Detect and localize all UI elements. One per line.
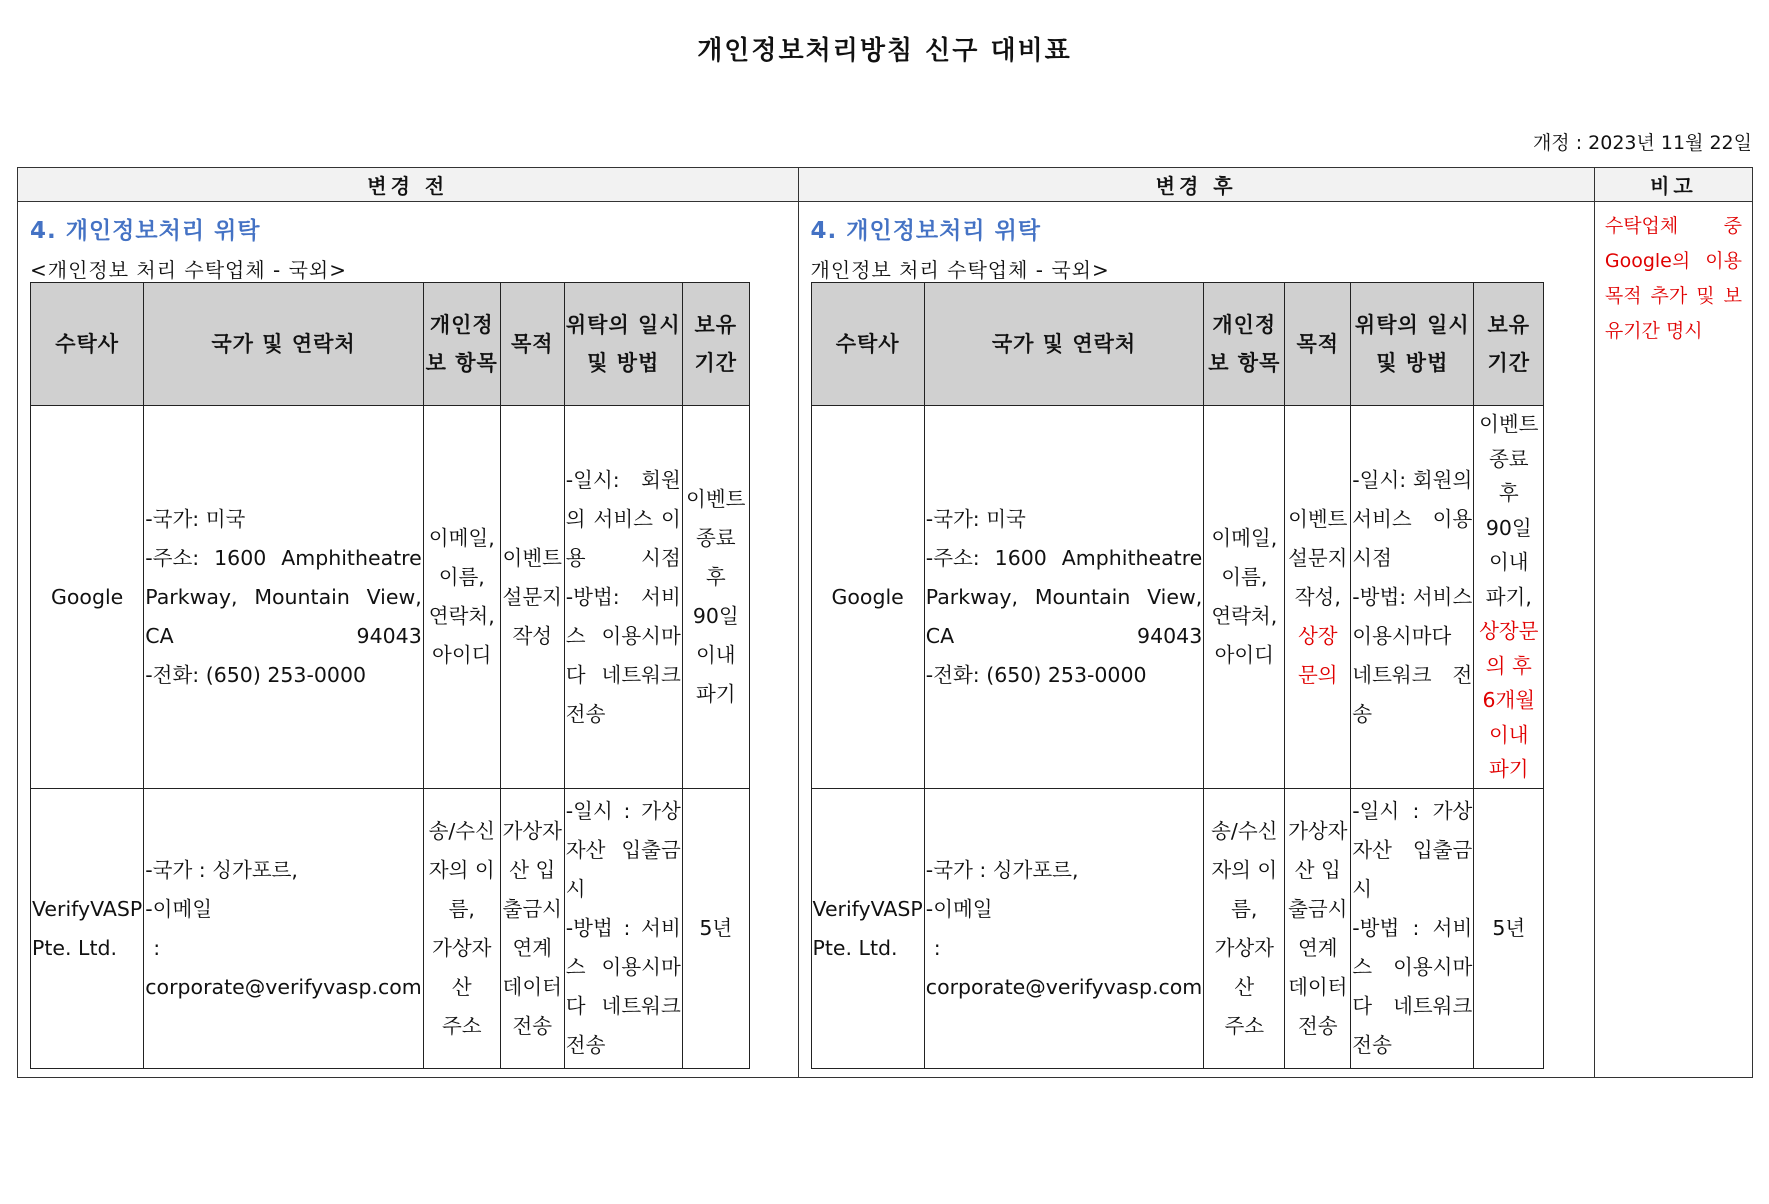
note-panel xyxy=(1594,202,1752,1078)
items-cell: 송/수신 자의 이 름, 가상자 산 주소 xyxy=(423,789,500,1069)
header-purpose: 목적 xyxy=(1285,283,1351,406)
added-retention-text: 이내 xyxy=(1488,722,1529,747)
method-cell: -일시 : 가상자산 입출금시 -방법 : 서비스 이용시마다 네트워크 전송 xyxy=(564,789,682,1069)
header-items: 개인정보 항목 xyxy=(423,283,500,406)
header-retention: 보유 기간 xyxy=(682,283,749,406)
table-row xyxy=(811,789,1544,1069)
section-subtitle: 개인정보 처리 수탁업체 - 국외> xyxy=(810,258,1110,282)
contact-cell: -국가: 미국 -주소: 1600 Amphitheatre Parkway, Mountain View, CA 94043 -전화: (650) 253-0000 xyxy=(144,406,423,789)
retention-cell: 이벤트 종료 후 90일 이내 파기 xyxy=(682,406,749,789)
added-retention-text: 6개월 xyxy=(1482,688,1536,713)
method-cell: -일시: 회원의 서비스 이용 시점 -방법: 서비스 이용시마다 네트워크 전송 xyxy=(1351,406,1474,789)
table-row xyxy=(811,406,1544,789)
entrustment-table-before xyxy=(30,282,750,1069)
items-cell: 이메일, 이름, 연락처, 아이디 xyxy=(423,406,500,789)
header-purpose: 목적 xyxy=(500,283,564,406)
added-retention-text: 의 후 xyxy=(1485,653,1532,678)
contact-cell: -국가: 미국 -주소: 1600 Amphitheatre Parkway, Mountain View, CA 94043 -전화: (650) 253-0000 xyxy=(924,406,1203,789)
purpose-cell: 가상자 산 입 출금시 연계 데이터 전송 xyxy=(500,789,564,1069)
before-panel xyxy=(18,202,799,1078)
added-retention-text: 파기 xyxy=(1488,757,1529,782)
section-subtitle: <개인정보 처리 수탁업체 - 국외> xyxy=(30,258,348,282)
retention-cell: 5년 xyxy=(1474,789,1544,1069)
note-column-header: 비고 xyxy=(1594,168,1752,202)
document-title: 개인정보처리방침 신구 대비표 xyxy=(697,36,1072,66)
company-cell: Google xyxy=(811,406,924,789)
company-cell: VerifyVASP Pte. Ltd. xyxy=(31,789,144,1069)
before-column-header: 변경 전 xyxy=(18,168,799,202)
header-company: 수탁사 xyxy=(31,283,144,406)
header-method: 위탁의 일시 및 방법 xyxy=(564,283,682,406)
header-company: 수탁사 xyxy=(811,283,924,406)
after-panel xyxy=(798,202,1594,1078)
contact-cell: -국가 : 싱가포르, -이메일 : corporate@verifyvasp.com xyxy=(144,789,423,1069)
retention-cell: 5년 xyxy=(682,789,749,1069)
company-cell: Google xyxy=(31,406,144,789)
company-cell: VerifyVASP Pte. Ltd. xyxy=(811,789,924,1069)
entrustment-table-after xyxy=(811,282,1545,1069)
section-heading: 4. 개인정보처리 위탁 xyxy=(30,218,261,244)
revision-date: 개정 : 2023년 11월 22일 xyxy=(1532,132,1752,154)
purpose-cell: 가상자 산 입 출금시 연계 데이터 전송 xyxy=(1285,789,1351,1069)
header-method: 위탁의 일시 및 방법 xyxy=(1351,283,1474,406)
added-purpose-text: 문의 xyxy=(1297,662,1338,687)
header-items: 개인정보 항목 xyxy=(1204,283,1285,406)
table-row xyxy=(31,789,750,1069)
items-cell: 송/수신 자의 이 름, 가상자 산 주소 xyxy=(1204,789,1285,1069)
comparison-table xyxy=(17,167,1753,1078)
change-note: 수탁업체 중 Google의 이용 목적 추가 및 보유기간 명시 xyxy=(1604,215,1742,342)
purpose-cell: 이벤트 설문지 작성, 상장 문의 xyxy=(1285,406,1351,789)
table-row xyxy=(31,406,750,789)
items-cell: 이메일, 이름, 연락처, 아이디 xyxy=(1204,406,1285,789)
header-contact: 국가 및 연락처 xyxy=(144,283,423,406)
method-cell: -일시: 회원의 서비스 이용 시점 -방법: 서비스 이용시마다 네트워크 전송 xyxy=(564,406,682,789)
added-purpose-text: 상장 xyxy=(1297,623,1338,648)
contact-cell: -국가 : 싱가포르, -이메일 : corporate@verifyvasp.com xyxy=(924,789,1203,1069)
header-retention: 보유 기간 xyxy=(1474,283,1544,406)
header-contact: 국가 및 연락처 xyxy=(924,283,1203,406)
method-cell: -일시 : 가상자산 입출금시 -방법 : 서비스 이용시마다 네트워크 전송 xyxy=(1351,789,1474,1069)
purpose-cell: 이벤트 설문지 작성 xyxy=(500,406,564,789)
section-heading: 4. 개인정보처리 위탁 xyxy=(810,218,1042,244)
added-retention-text: 상장문 xyxy=(1479,619,1539,644)
after-column-header: 변경 후 xyxy=(798,168,1594,202)
retention-cell: 이벤트 종료 후 90일 이내 파기, 상장문 의 후 6개월 이내 파기 xyxy=(1474,406,1544,789)
